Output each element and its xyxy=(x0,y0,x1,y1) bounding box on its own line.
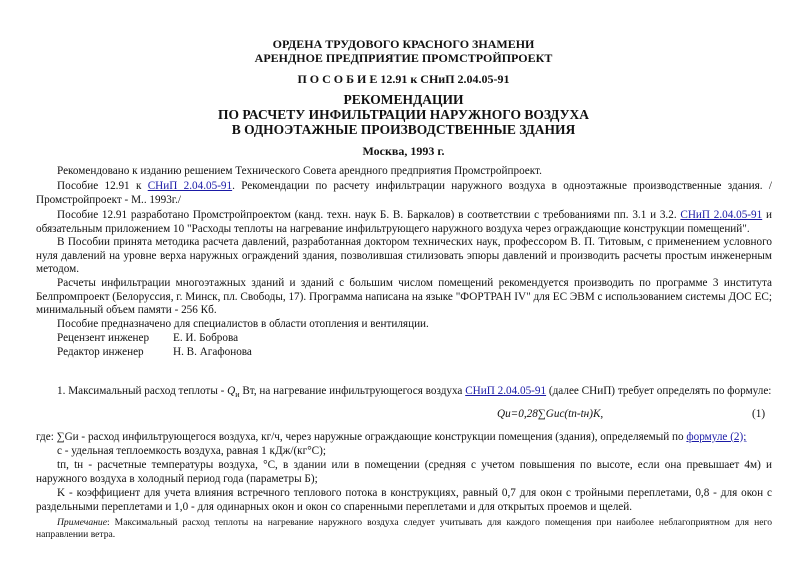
note-label: Примечание xyxy=(57,517,107,528)
intro-paragraph-3 xyxy=(36,209,772,236)
intro-paragraph-2 xyxy=(36,180,772,207)
credit-role-editor: Редактор инженер xyxy=(57,346,144,358)
title-line-2: ПО РАСЧЕТУ ИНФИЛЬТРАЦИИ НАРУЖНОГО ВОЗДУХА xyxy=(217,107,589,122)
formula-number: (1) xyxy=(752,408,766,420)
title-line-3: В ОДНОЭТАЖНЫЕ ПРОИЗВОДСТВЕННЫЕ ЗДАНИЯ xyxy=(231,122,576,137)
snip-link[interactable]: СНиП 2.04.05-91 xyxy=(147,180,233,192)
definition-k: K - коэффициент для учета влияния встречного теплового потока в конструкциях, равный 0,7 для окон с тройными переплетами, 0,8 - для окон с раздельными переплетами и 1,0 - для одинарных окон и окон со спаренными переплетами и для открытых проемов и щелей. xyxy=(36,487,772,513)
intro-paragraph-1: Рекомендовано к изданию решением Технического Совета арендного предприятия Промстройпроект. xyxy=(57,165,542,177)
posobie-line: П О С О Б И Е 12.91 к СНиП 2.04.05-91 xyxy=(297,72,510,86)
q-symbol: Q xyxy=(227,385,236,397)
place-year: Москва, 1993 г. xyxy=(362,144,445,158)
p2-text-b: . Рекомендации по расчету инфильтрации наружного воздуха в одноэтажные производственные здания. /Промстройпроект - М.. 1993г./ xyxy=(36,180,773,206)
title-line-1: РЕКОМЕНДАЦИИ xyxy=(343,92,464,107)
credit-name-editor: Н. В. Агафонова xyxy=(173,346,252,358)
lead-text-a: 1. Максимальный расход теплоты - xyxy=(57,385,228,397)
intro-paragraph-4: В Пособии принята методика расчета давлений, разработанная доктором технических наук, профессором В. П. Титовым, с применением условного нуля давлений на уровне верха наружных ограждений здания, позволившая стилизовать эпюры давлений и производить расчеты простым инженерным методом. xyxy=(36,236,772,276)
where-definition-g xyxy=(36,431,772,445)
org-line-2: АРЕНДНОЕ ПРЕДПРИЯТИЕ ПРОМСТРОЙПРОЕКТ xyxy=(254,51,553,65)
p2-text-a: Пособие 12.91 к xyxy=(57,180,148,192)
lead-text-c: (далее СНиП) требует определять по формуле: xyxy=(546,385,772,397)
note-paragraph xyxy=(36,517,772,541)
formula-2-link[interactable]: формуле (2); xyxy=(686,431,747,443)
org-line-1: ОРДЕНА ТРУДОВОГО КРАСНОГО ЗНАМЕНИ xyxy=(272,37,535,51)
lead-text-b: Вт, на нагревание инфильтрующегося воздуха xyxy=(239,385,466,397)
definition-temperatures: tп, tн - расчетные температуры воздуха, °С, в здании или в помещении (средняя с учетом повышения по высоте, если она превышает 4м) и наружного воздуха в холодный период года (параметры Б); xyxy=(36,459,772,485)
snip-link[interactable]: СНиП 2.04.05-91 xyxy=(465,385,547,397)
intro-paragraph-6: Пособие предназначено для специалистов в области отопления и вентиляции. xyxy=(57,318,429,330)
credit-role-reviewer: Рецензент инженер xyxy=(57,332,150,344)
p3-text-a: Пособие 12.91 разработано Промстройпроектом (канд. техн. наук Б. В. Баркалов) в соответствии с требованиями пп. 3.1 и 3.2. xyxy=(57,209,681,221)
where-text: где: ∑Gи - расход инфильтрующегося воздуха, кг/ч, через наружные ограждающие конструкции помещения (здания), определяемый по xyxy=(36,431,687,443)
p3-text-b: и обязательным приложением 10 "Расходы теплоты на нагревание инфильтрующего наружного воздуха через ограждающие конструкции помещений". xyxy=(36,209,772,235)
credit-name-reviewer: Е. И. Боброва xyxy=(173,332,239,344)
formula-1: Qи=0,28∑Gиc(tп-tн)K, xyxy=(497,408,604,420)
q-subscript: и xyxy=(235,390,240,400)
intro-paragraph-5: Расчеты инфильтрации многоэтажных зданий и зданий с большим числом помещений рекомендуется производить по программе 3 института Белпромпроект (Белоруссия, г. Минск, пл. Свободы, 17). Программа написана на языке "ФОРТРАН IV" для ЕС ЭВМ с использованием системы ДОС ЕС; минимальный объем памяти - 256 Кб. xyxy=(36,277,772,317)
definition-c: c - удельная теплоемкость воздуха, равная 1 кДж/(кг°С); xyxy=(57,445,326,457)
note-text: : Максимальный расход теплоты на нагревание наружного воздуха следует учитывать для каждого помещения при наиболее неблагоприятном для него направлении ветра. xyxy=(36,517,772,540)
snip-link[interactable]: СНиП 2.04.05-91 xyxy=(680,209,763,221)
section1-lead xyxy=(36,385,772,402)
